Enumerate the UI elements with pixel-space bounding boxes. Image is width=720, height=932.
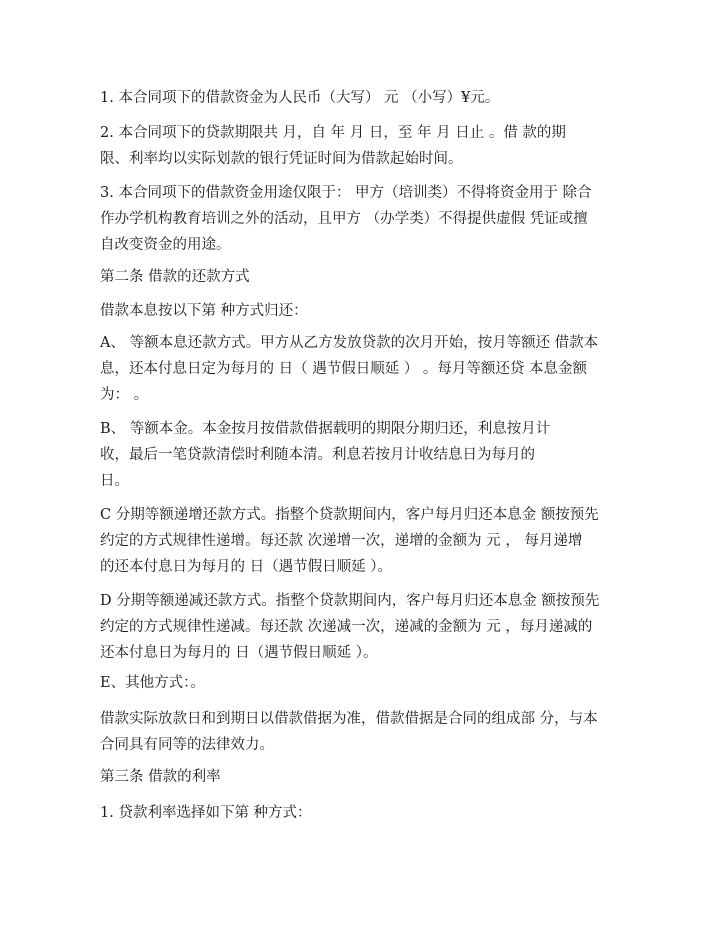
text-line: 收，最后一笔贷款清偿时利随本清。利息若按月计收结息日为每月的	[100, 447, 535, 463]
text-line: 1. 本合同项下的借款资金为人民币（大写） 元 （小写）¥元。	[100, 90, 500, 106]
section-heading: 第三条 借款的利率	[100, 769, 221, 785]
option-e	[100, 670, 620, 696]
text-line: 为： 。	[100, 387, 149, 403]
text-line: 合同具有同等的法律效力。	[100, 737, 274, 753]
text-line: 限、利率均以实际划款的银行凭证时间为借款起始时间。	[100, 151, 463, 167]
clause-3-1	[100, 800, 620, 826]
text-line: 借款本息按以下第 种方式归还：	[100, 303, 308, 319]
article-2-intro	[100, 298, 620, 324]
text-line: C 分期等额递增还款方式。指整个贷款期间内，客户每月归还本息金 额按预先	[100, 507, 599, 523]
text-line: 日。	[100, 473, 129, 489]
text-line: 1. 贷款利率选择如下第 种方式：	[100, 805, 312, 821]
clause-1-1	[100, 85, 620, 111]
article-2-heading	[100, 264, 620, 290]
text-line: A、 等额本息还款方式。甲方从乙方发放贷款的次月开始，按月等额还 借款本	[100, 335, 599, 351]
text-line: D 分期等额递减还款方式。指整个贷款期间内，客户每月归还本息金 额按预先	[100, 593, 600, 609]
text-line: E、其他方式：。	[100, 675, 205, 691]
text-line: 作办学机构教育培训之外的活动，且甲方 （办学类）不得提供虚假 凭证或擅	[100, 211, 588, 227]
text-line: 约定的方式规律性递减。每还款 次递减一次，递减的金额为 元 ，每月递减的	[100, 619, 593, 635]
section-heading: 第二条 借款的还款方式	[100, 269, 250, 285]
text-line: 还本付息日为每月的 日（遇节假日顺延 ）。	[100, 645, 378, 661]
text-line: 借款实际放款日和到期日以借款借据为准，借款借据是合同的组成部 分，与本	[100, 711, 598, 727]
text-line: 息，还本付息日定为每月的 日（ 遇节假日顺延 ） 。每月等额还贷 本息金额	[100, 361, 588, 377]
option-b	[100, 416, 620, 494]
text-line: B、 等额本金。本金按月按借款借据载明的期限分期归还，利息按月计	[100, 421, 551, 437]
text-line: 自改变资金的用途。	[100, 237, 231, 253]
option-a	[100, 330, 620, 408]
text-line: 约定的方式规律性递增。每还款 次递增一次，递增的金额为 元 ， 每月递增	[100, 533, 583, 549]
text-line: 2. 本合同项下的贷款期限共 月，自 年 月 日，至 年 月 日止 。借 款的期	[100, 125, 566, 141]
clause-1-3	[100, 180, 620, 258]
article-3-heading	[100, 764, 620, 790]
text-line: 的还本付息日为每月的 日（遇节假日顺延 ）。	[100, 559, 392, 575]
loan-receipt	[100, 706, 620, 758]
text-line: 3. 本合同项下的借款资金用途仅限于： 甲方（培训类）不得将资金用于 除合	[100, 185, 592, 201]
clause-1-2	[100, 120, 620, 172]
option-d	[100, 588, 620, 666]
option-c	[100, 502, 620, 580]
